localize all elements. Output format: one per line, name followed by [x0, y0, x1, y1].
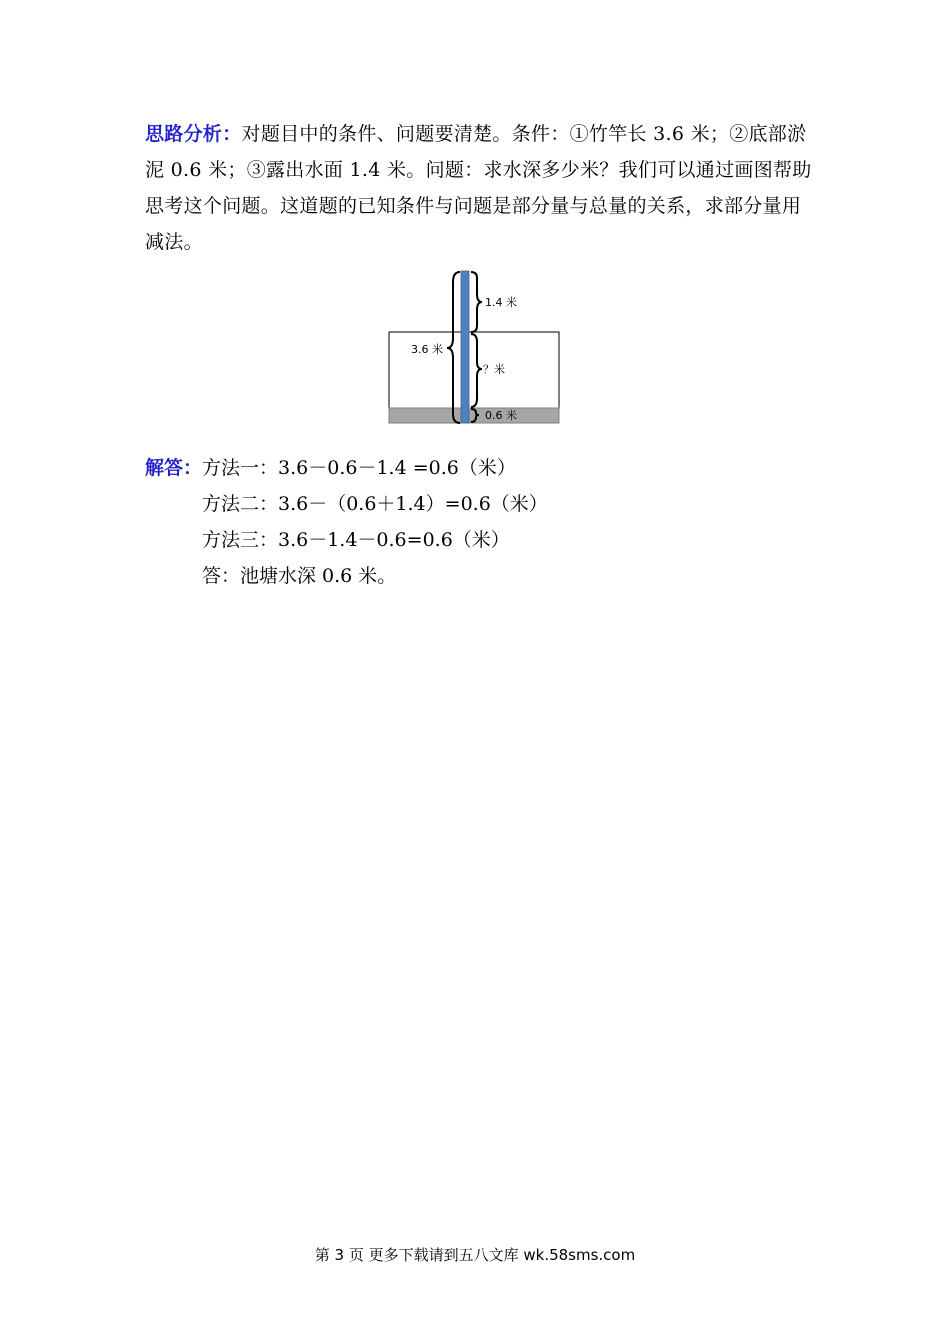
pond-diagram — [385, 268, 565, 428]
label-total: 3.6 米 — [411, 343, 443, 356]
analysis-label: 思路分析： — [145, 123, 242, 145]
answer-method-2: 方法二：3.6－（0.6＋1.4）=0.6（米） — [202, 493, 548, 515]
brace-above — [471, 272, 482, 332]
answer-section — [145, 450, 815, 594]
answer-label: 解答： — [145, 457, 203, 479]
answer-method-3: 方法三：3.6－1.4－0.6=0.6（米） — [202, 529, 510, 551]
bamboo-pole — [461, 271, 469, 423]
answer-final: 答：池塘水深 0.6 米。 — [202, 565, 397, 587]
label-mud: 0.6 米 — [485, 409, 517, 422]
analysis-paragraph — [145, 116, 815, 260]
analysis-text: 对题目中的条件、问题要清楚。条件：①竹竿长 3.6 米；②底部淤泥 0.6 米；③露出水面 1.4 米。问题：求水深多少米？我们可以通过画图帮助思考这个问题。这道题的已知条件与问题是部分量与总量的关系，求部分量用减法。 — [145, 123, 812, 253]
page-footer: 第 3 页 更多下载请到五八文库 wk.58sms.com — [314, 1246, 636, 1264]
answer-method-1: 方法一：3.6－0.6－1.4 =0.6（米） — [202, 457, 516, 479]
answer-row-1 — [145, 450, 815, 486]
label-water: ？米 — [483, 363, 505, 376]
label-above: 1.4 米 — [485, 296, 517, 309]
